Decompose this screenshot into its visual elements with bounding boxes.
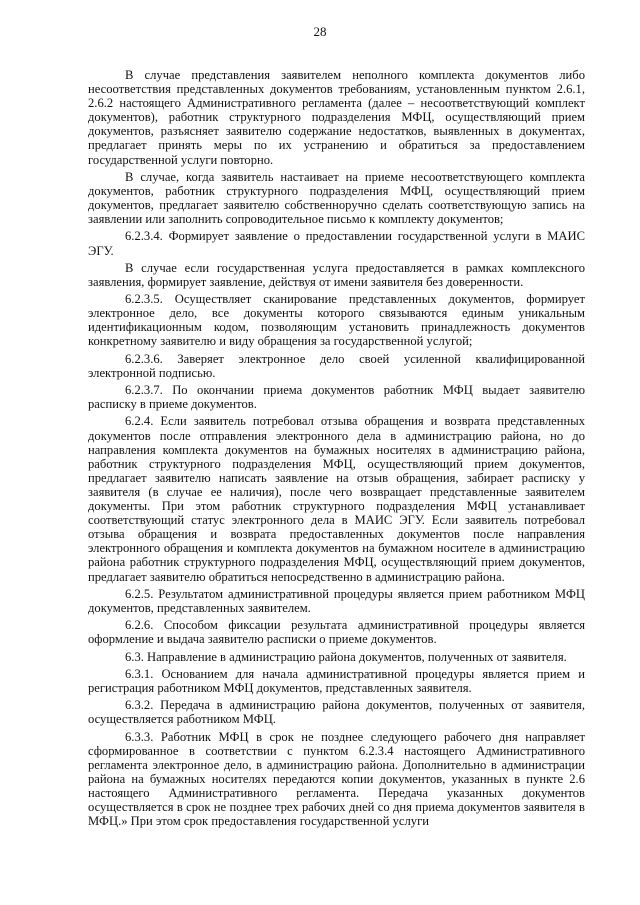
paragraph: 6.2.4. Если заявитель потребовал отзыва обращения и возврата представленных документов после отправления электронного дела в администрацию района, но до направления комплекта документов на бумажных носителях в администрацию района, работник структурного подразделения МФЦ, осуществляющий прием документов, предлагает заявителю написать заявление на отзыв обращения, забирает расписку у заявителя (в случае ее наличия), после чего возвращает представленные заявителем документы. При этом работник структурного подразделения МФЦ устанавливает соответствующий статус электронного дела в МАИС ЭГУ. Если заявитель потребовал отзыва обращения и возврата предоставленных документов после направления электронного обращения и комплекта документов на бумажном носителе в администрацию района работник структурного подразделения МФЦ, осуществляющий прием документов, предлагает заявителю обратиться непосредственно в администрацию района.: [88, 414, 585, 584]
paragraph: В случае представления заявителем неполного комплекта документов либо несоответствия представленных документов требованиям, установленным пунктом 2.6.1, 2.6.2 настоящего Административного регламента (далее – несоответствующий комплект документов), работник структурного подразделения МФЦ, осуществляющий прием документов, разъясняет заявителю содержание недостатков, выявленных в документах, предлагает принять меры по их устранению и обратиться за предоставлением государственной услуги повторно.: [88, 68, 585, 167]
paragraph: В случае, когда заявитель настаивает на приеме несоответствующего комплекта документов, работник структурного подразделения МФЦ, осуществляющий прием документов, предлагает заявителю собственноручно сделать соответствующую запись на заявлении или заполнить сопроводительное письмо к комплекту документов;: [88, 169, 585, 227]
paragraph: 6.3. Направление в администрацию района документов, полученных от заявителя.: [125, 649, 567, 664]
paragraph: 6.2.6. Способом фиксации результата административной процедуры является оформление и выдача заявителю расписки о приеме документов.: [88, 618, 585, 647]
paragraph: 6.3.1. Основанием для начала административной процедуры является прием и регистрация работником МФЦ документов, представленных заявителя.: [88, 666, 585, 695]
paragraph: 6.2.3.7. По окончании приема документов работник МФЦ выдает заявителю расписку в приеме документов.: [88, 383, 585, 412]
paragraph: 6.2.3.4. Формирует заявление о предоставлении государственной услуги в МАИС ЭГУ.: [88, 229, 585, 258]
paragraph: 6.2.5. Результатом административной процедуры является прием работником МФЦ документов, представленных заявителем.: [88, 586, 585, 615]
document-body: [88, 68, 585, 831]
paragraph: 6.3.3. Работник МФЦ в срок не позднее следующего рабочего дня направляет сформированное в соответствии с пунктом 6.2.3.4 настоящего Административного регламента электронное дело, в администрацию района. Дополнительно в администрации района на бумажных носителях передаются копии документов, указанных в пункте 2.6 настоящего Административного регламента. Передача указанных документов осуществляется в срок не позднее трех рабочих дней со дня приема документов заявителя в МФЦ.» При этом срок предоставления государственной услуги: [88, 729, 585, 829]
paragraph: 6.2.3.5. Осуществляет сканирование представленных документов, формирует электронное дело, все документы которого связываются единым уникальным идентификационным кодом, позволяющим установить принадлежность документов конкретному заявителю и виду обращения за государственной услугой;: [88, 292, 585, 349]
paragraph: 6.3.2. Передача в администрацию района документов, полученных от заявителя, осуществляется работником МФЦ.: [88, 698, 585, 727]
paragraph: 6.2.3.6. Заверяет электронное дело своей усиленной квалифицированной электронной подписью.: [88, 351, 585, 380]
paragraph: В случае если государственная услуга предоставляется в рамках комплексного заявления, формирует заявление, действуя от имени заявителя без доверенности.: [88, 260, 585, 289]
page-number: 28: [313, 24, 327, 39]
